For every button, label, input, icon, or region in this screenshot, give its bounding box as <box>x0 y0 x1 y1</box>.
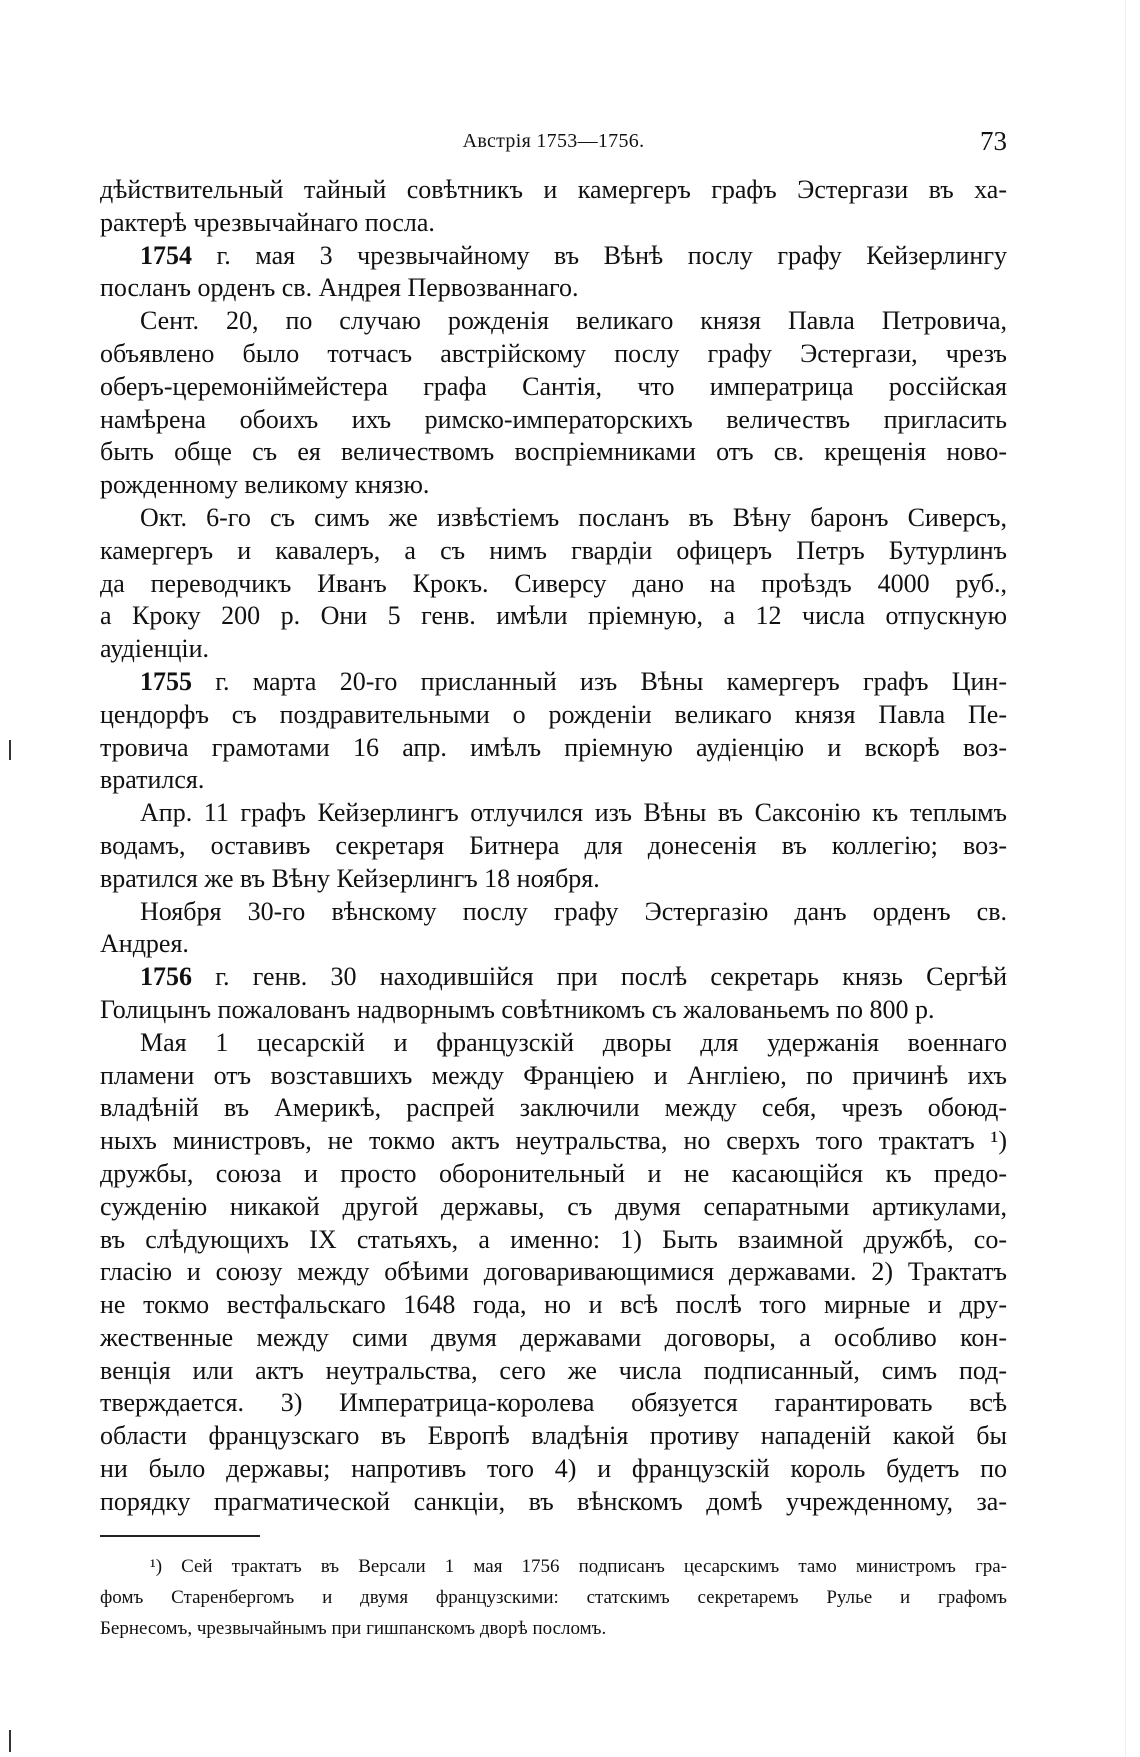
text-line: тверждается. 3) Императрица-королева обязуется гарантировать всѣ <box>100 1388 1007 1418</box>
year-bold: 1754 <box>140 240 192 270</box>
text-line: Мая 1 цесарскій и французскій дворы для удержанія военнаго <box>140 1027 1007 1057</box>
text-line: жественные между сими двумя державами договоры, а особливо кон- <box>100 1322 1007 1352</box>
year-bold: 1755 <box>140 666 192 696</box>
text-line: цендорфъ съ поздравительными о рожденіи великаго князя Павла Пе- <box>100 699 1007 729</box>
text-line: Ноября 30-го вѣнскому послу графу Эстергазію данъ орденъ св. <box>140 896 1007 926</box>
footnote-line: Бернесомъ, чрезвычайнымъ при гишпанскомъ дворѣ посломъ. <box>100 1618 607 1639</box>
running-title: Австрія 1753—1756. <box>462 130 645 152</box>
text-line: да переводчикъ Иванъ Крокъ. Сиверсу дано на проѣздъ 4000 руб., <box>100 568 1007 598</box>
text-line: а Кроку 200 р. Они 5 генв. имѣли пріемную, а 12 числа отпускную <box>100 601 1007 631</box>
text-line: Сент. 20, по случаю рожденія великаго князя Павла Петровича, <box>140 306 1007 336</box>
scan-mark <box>9 1730 11 1752</box>
footnote-rule <box>100 1535 260 1537</box>
text-line: дѣйствительный тайный совѣтникъ и камергеръ графъ Эстергази въ ха- <box>100 175 1007 204</box>
page-header <box>100 126 1007 156</box>
text-line: Голицынъ пожалованъ надворнымъ совѣтникомъ съ жалованьемъ по 800 р. <box>100 994 935 1024</box>
text-line: области французскаго въ Европѣ владѣнія противу нападеній какой бы <box>100 1421 1007 1451</box>
main-text <box>100 174 1007 1519</box>
text-line: рактерѣ чрезвычайнаго посла. <box>100 207 435 237</box>
text-line: быть обще съ ея величествомъ воспріемниками отъ св. крещенія ново- <box>100 437 1007 467</box>
text-line: аудіенціи. <box>100 634 210 664</box>
text-line: ни было державы; напротивъ того 4) и французскій король будетъ по <box>100 1454 1007 1484</box>
text-line: посланъ орденъ св. Андрея Первозваннаго. <box>100 273 579 303</box>
footnote-line: фомъ Старенбергомъ и двумя французскими: статскимъ секретаремъ Рулье и графомъ <box>100 1587 1007 1608</box>
text-line: 1756 г. генв. 30 находившійся при послѣ секретарь князь Сергѣй <box>140 962 1007 992</box>
text-line: вратился же въ Вѣну Кейзерлингъ 18 ноября. <box>100 863 600 893</box>
text-line: Андрея. <box>100 929 189 959</box>
text-line: камергеръ и кавалеръ, а съ нимъ гвардіи офицеръ Петръ Бутурлинъ <box>100 535 1007 565</box>
text-line: тровича грамотами 16 апр. имѣлъ пріемную аудіенцію и вскорѣ воз- <box>100 732 1007 762</box>
page-edge <box>1125 0 1126 1757</box>
scan-mark <box>9 740 11 760</box>
text-line: рожденному великому князю. <box>100 470 430 500</box>
text-line: гласію и союзу между обѣими договаривающимися державами. 2) Трактатъ <box>100 1257 1007 1287</box>
text-line: вратился. <box>100 765 205 795</box>
text-line: венція или актъ неутральства, сего же числа подписанный, симъ под- <box>100 1355 1007 1385</box>
text-line: въ слѣдующихъ IX статьяхъ, а именно: 1) Быть взаимной дружбѣ, со- <box>100 1224 1007 1254</box>
year-bold: 1756 <box>140 962 192 992</box>
text-line: объявлено было тотчасъ австрійскому послу графу Эстергази, чрезъ <box>100 338 1007 368</box>
text-line: не токмо вестфальскаго 1648 года, но и всѣ послѣ того мирные и дру- <box>100 1290 1007 1320</box>
text-line: Апр. 11 графъ Кейзерлингъ отлучился изъ Вѣны въ Саксонію къ теплымъ <box>140 798 1007 828</box>
text-line: 1754 г. мая 3 чрезвычайному въ Вѣнѣ послу графу Кейзерлингу <box>140 240 1007 270</box>
text-line: пламени отъ возставшихъ между Франціею и Англіею, по причинѣ ихъ <box>100 1060 1007 1090</box>
text-line: порядку прагматической санкціи, въ вѣнскомъ домѣ учрежденному, за- <box>100 1486 1007 1516</box>
text-line: Окт. 6-го съ симъ же извѣстіемъ посланъ въ Вѣну баронъ Сиверсъ, <box>140 502 1007 532</box>
text-line: владѣній въ Америкѣ, распрей заключили между себя, чрезъ обоюд- <box>100 1093 1007 1123</box>
text-line: водамъ, оставивъ секретаря Битнера для донесенія въ коллегію; воз- <box>100 830 1007 860</box>
text-line: ныхъ министровъ, не токмо актъ неутральства, но сверхъ того трактатъ ¹) <box>100 1126 1007 1156</box>
text-line: намѣрена обоихъ ихъ римско-императорскихъ величествъ пригласить <box>100 404 1007 434</box>
footnote <box>100 1551 1007 1644</box>
footnote-line: ¹) Сей трактатъ въ Версали 1 мая 1756 подписанъ цесарскимъ тамо министромъ гра- <box>150 1556 1007 1577</box>
text-line: сужденію никакой другой державы, съ двумя сепаратными артикулами, <box>100 1191 1007 1221</box>
text-line: дружбы, союза и просто оборонительный и не касающійся къ предо- <box>100 1158 1007 1188</box>
page-number: 73 <box>980 126 1007 156</box>
text-line: оберъ-церемоніймейстера графа Сантія, что императрица россійская <box>100 371 1007 401</box>
text-line: 1755 г. марта 20-го присланный изъ Вѣны камергеръ графъ Цин- <box>140 666 1007 696</box>
